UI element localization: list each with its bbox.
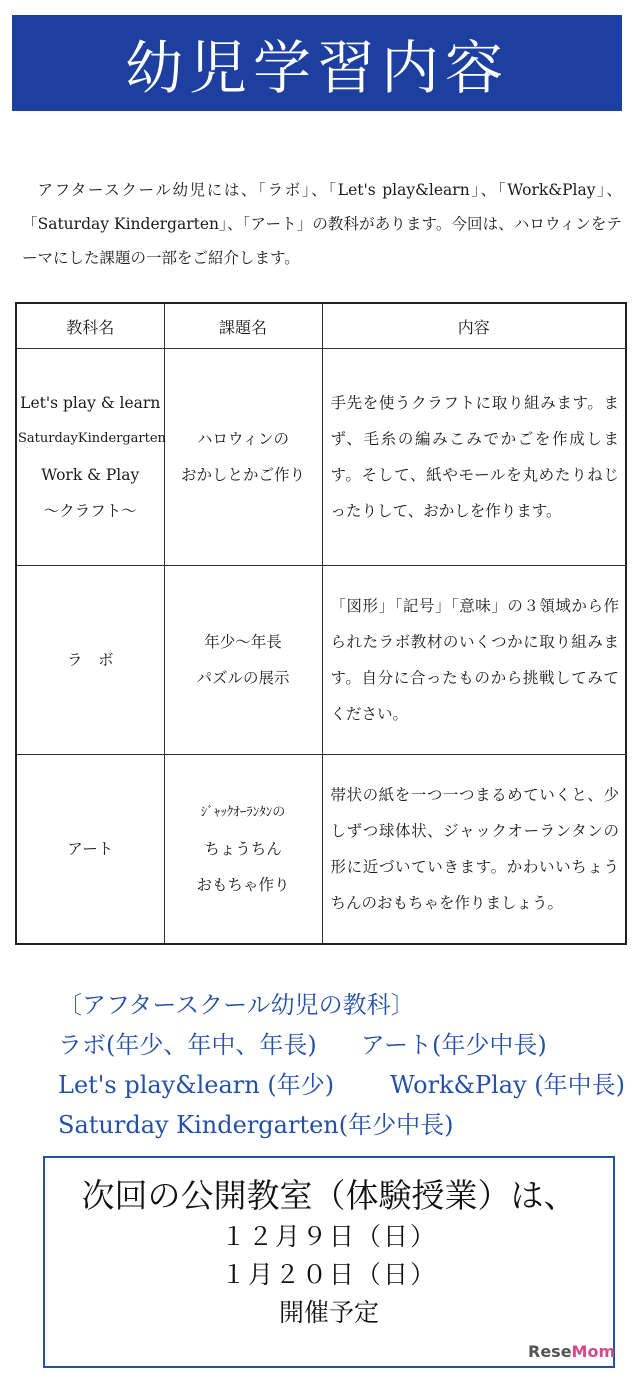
task-line: おもちゃ作り — [196, 876, 290, 894]
intro-paragraph: アフタースクール幼児には、「ラボ」、「Let's play&learn」、「Work&Play」、「Saturday Kindergarten」、「アート」の教科があります。今回は、ハロウィンをテーマにした課題の一部をご紹介します。 — [22, 180, 622, 267]
subjects-table — [15, 302, 627, 945]
content-cell: 手先を使うクラフトに取り組みます。まず、毛糸の編みこみでかごを作成します。そして、紙やモールを丸めたりねじったりして、おかしを作ります。 — [322, 349, 626, 566]
subjects-list-row — [58, 1065, 638, 1105]
header-content: 内容 — [322, 303, 626, 349]
task-cell — [164, 349, 322, 566]
notice-heading: 次回の公開教室（体験授業）は、 — [81, 1176, 577, 1215]
table-row — [16, 349, 626, 566]
task-line: ハロウィンの — [196, 430, 290, 448]
task-cell — [164, 566, 322, 755]
subject-cell — [16, 349, 164, 566]
subject-cell — [16, 566, 164, 755]
task-line: おかしとかご作り — [180, 466, 305, 484]
page-title-banner — [12, 15, 622, 111]
next-class-notice — [43, 1156, 615, 1368]
notice-date: １２月９日（日） — [220, 1222, 437, 1251]
subjects-list-row — [58, 1025, 638, 1065]
subject-cell — [16, 755, 164, 945]
task-line: パズルの展示 — [196, 669, 290, 687]
content-cell: 帯状の紙を一つ一つまるめていくと、少しずつ球体状、ジャックオーランタンの形に近づいていきます。かわいいちょうちんのおもちゃを作りましょう。 — [322, 755, 626, 945]
task-line: ちょうちん — [204, 840, 282, 858]
subject-work-play: Work&Play (年中長) — [390, 1071, 625, 1099]
table-header-row — [16, 303, 626, 349]
table-row — [16, 566, 626, 755]
resemom-logo: ReseMom — [528, 1342, 616, 1361]
subject-line: ラ ボ — [66, 651, 114, 669]
header-subject: 教科名 — [16, 303, 164, 349]
subject-line: Work & Play — [41, 466, 140, 484]
header-task: 課題名 — [164, 303, 322, 349]
subject-labo: ラボ(年少、年中、年長) — [58, 1031, 317, 1059]
subject-saturday-kindergarten: Saturday Kindergarten(年少中長) — [58, 1111, 454, 1139]
subject-line: ～クラフト～ — [43, 502, 137, 520]
notice-date: １月２０日（日） — [220, 1260, 437, 1289]
subject-line: アート — [67, 840, 114, 858]
table-row — [16, 755, 626, 945]
subject-line: Let's play & learn — [20, 394, 161, 412]
content-cell: 「図形」「記号」「意味」の３領域から作られたラボ教材のいくつかに取り組みます。自分に合ったものから挑戦してみてください。 — [322, 566, 626, 755]
page-title: 幼児学習内容 — [124, 34, 509, 102]
notice-tail: 開催予定 — [278, 1298, 379, 1327]
task-line: ｼﾞｬｯｸｵｰﾗﾝﾀﾝの — [200, 805, 286, 820]
subjects-list-heading: 〔アフタースクール幼児の教科〕 — [58, 991, 415, 1019]
task-line: 年少～年長 — [204, 633, 282, 651]
subject-lets-play: Let's play&learn (年少) — [58, 1071, 335, 1099]
subjects-list — [58, 985, 638, 1145]
subject-line: SaturdayKindergarten — [18, 431, 166, 446]
task-cell — [164, 755, 322, 945]
subject-art: アート(年少中長) — [360, 1031, 547, 1059]
